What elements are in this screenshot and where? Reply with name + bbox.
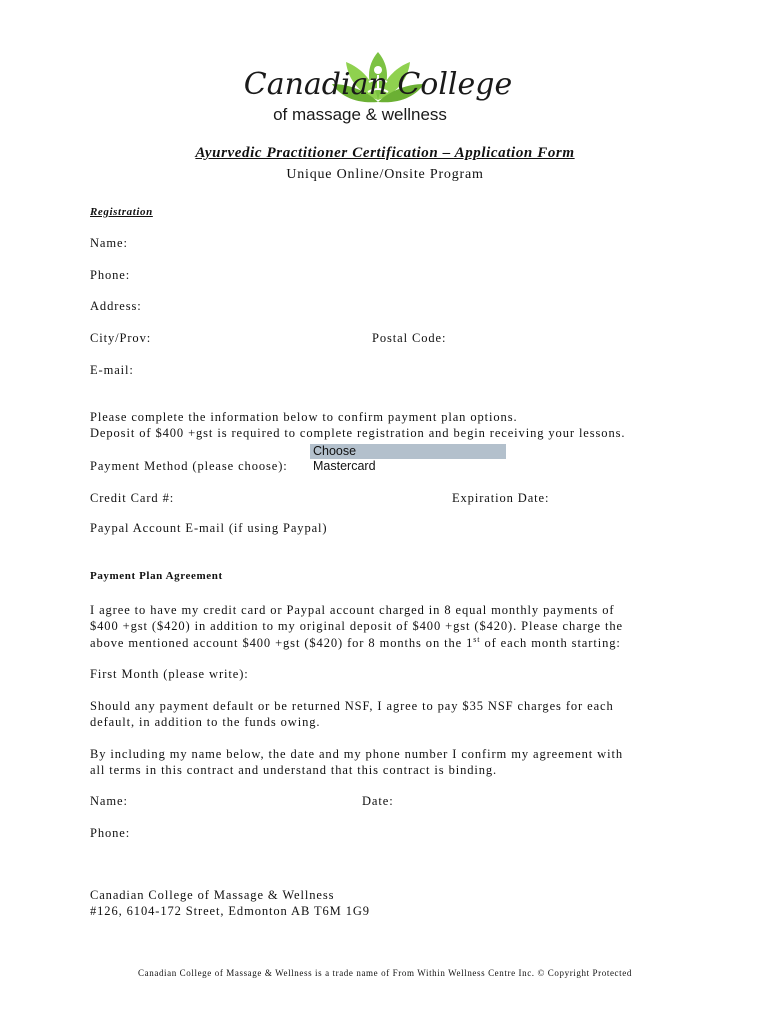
credit-card-label: Credit Card #: <box>90 491 175 505</box>
agreement-para1-line3: above mentioned account $400 +gst ($420) for 8 months on the 1st of each month starting: <box>90 635 621 651</box>
signature-name-label: Name: <box>90 794 128 808</box>
agreement-para3-line2: all terms in this contract and understand that this contract is binding. <box>90 763 498 777</box>
payment-option-mastercard[interactable]: Mastercard <box>313 459 376 473</box>
agreement-para1-line2: $400 +gst ($420) in addition to my original deposit of $400 +gst ($420). Please charge the <box>90 619 623 633</box>
agreement-para1-line1: I agree to have my credit card or Paypal account charged in 8 equal monthly payments of <box>90 603 615 617</box>
form-title: Ayurvedic Practitioner Certification – Application Form <box>195 145 575 161</box>
address-label: Address: <box>90 299 142 313</box>
name-label: Name: <box>90 236 128 250</box>
paypal-email-label: Paypal Account E-mail (if using Paypal) <box>90 521 328 535</box>
phone-label: Phone: <box>90 268 131 282</box>
agreement-para3-line1: By including my name below, the date and my phone number I confirm my agreement with <box>90 747 624 761</box>
college-logo <box>228 44 528 124</box>
payment-method-label: Payment Method (please choose): <box>90 459 288 473</box>
agreement-para2-line2: default, in addition to the funds owing. <box>90 715 321 729</box>
agreement-para2-line1: Should any payment default or be returned NSF, I agree to pay $35 NSF charges for each <box>90 699 614 713</box>
payment-method-select[interactable] <box>310 444 506 480</box>
registration-heading: Registration <box>90 206 153 218</box>
email-label: E-mail: <box>90 363 134 377</box>
payment-intro-line1: Please complete the information below to confirm payment plan options. <box>90 410 518 424</box>
payment-plan-heading: Payment Plan Agreement <box>90 570 223 582</box>
college-address: #126, 6104-172 Street, Edmonton AB T6M 1G9 <box>90 904 370 918</box>
signature-phone-label: Phone: <box>90 826 131 840</box>
expiration-date-label: Expiration Date: <box>452 491 550 505</box>
first-month-label: First Month (please write): <box>90 667 249 681</box>
footer-copyright: Canadian College of Massage & Wellness is a trade name of From Within Wellness Centre Inc. © Copyright Protected <box>138 968 632 978</box>
logo-text-main: Canadian College <box>243 67 513 102</box>
logo-text-sub: of massage & wellness <box>273 105 447 124</box>
payment-option-choose[interactable]: Choose <box>310 444 506 459</box>
city-prov-label: City/Prov: <box>90 331 152 345</box>
college-name: Canadian College of Massage & Wellness <box>90 888 335 902</box>
form-subtitle: Unique Online/Onsite Program <box>286 167 484 182</box>
payment-intro-line2: Deposit of $400 +gst is required to complete registration and begin receiving your lessons. <box>90 426 626 440</box>
postal-code-label: Postal Code: <box>372 331 447 345</box>
signature-date-label: Date: <box>362 794 394 808</box>
